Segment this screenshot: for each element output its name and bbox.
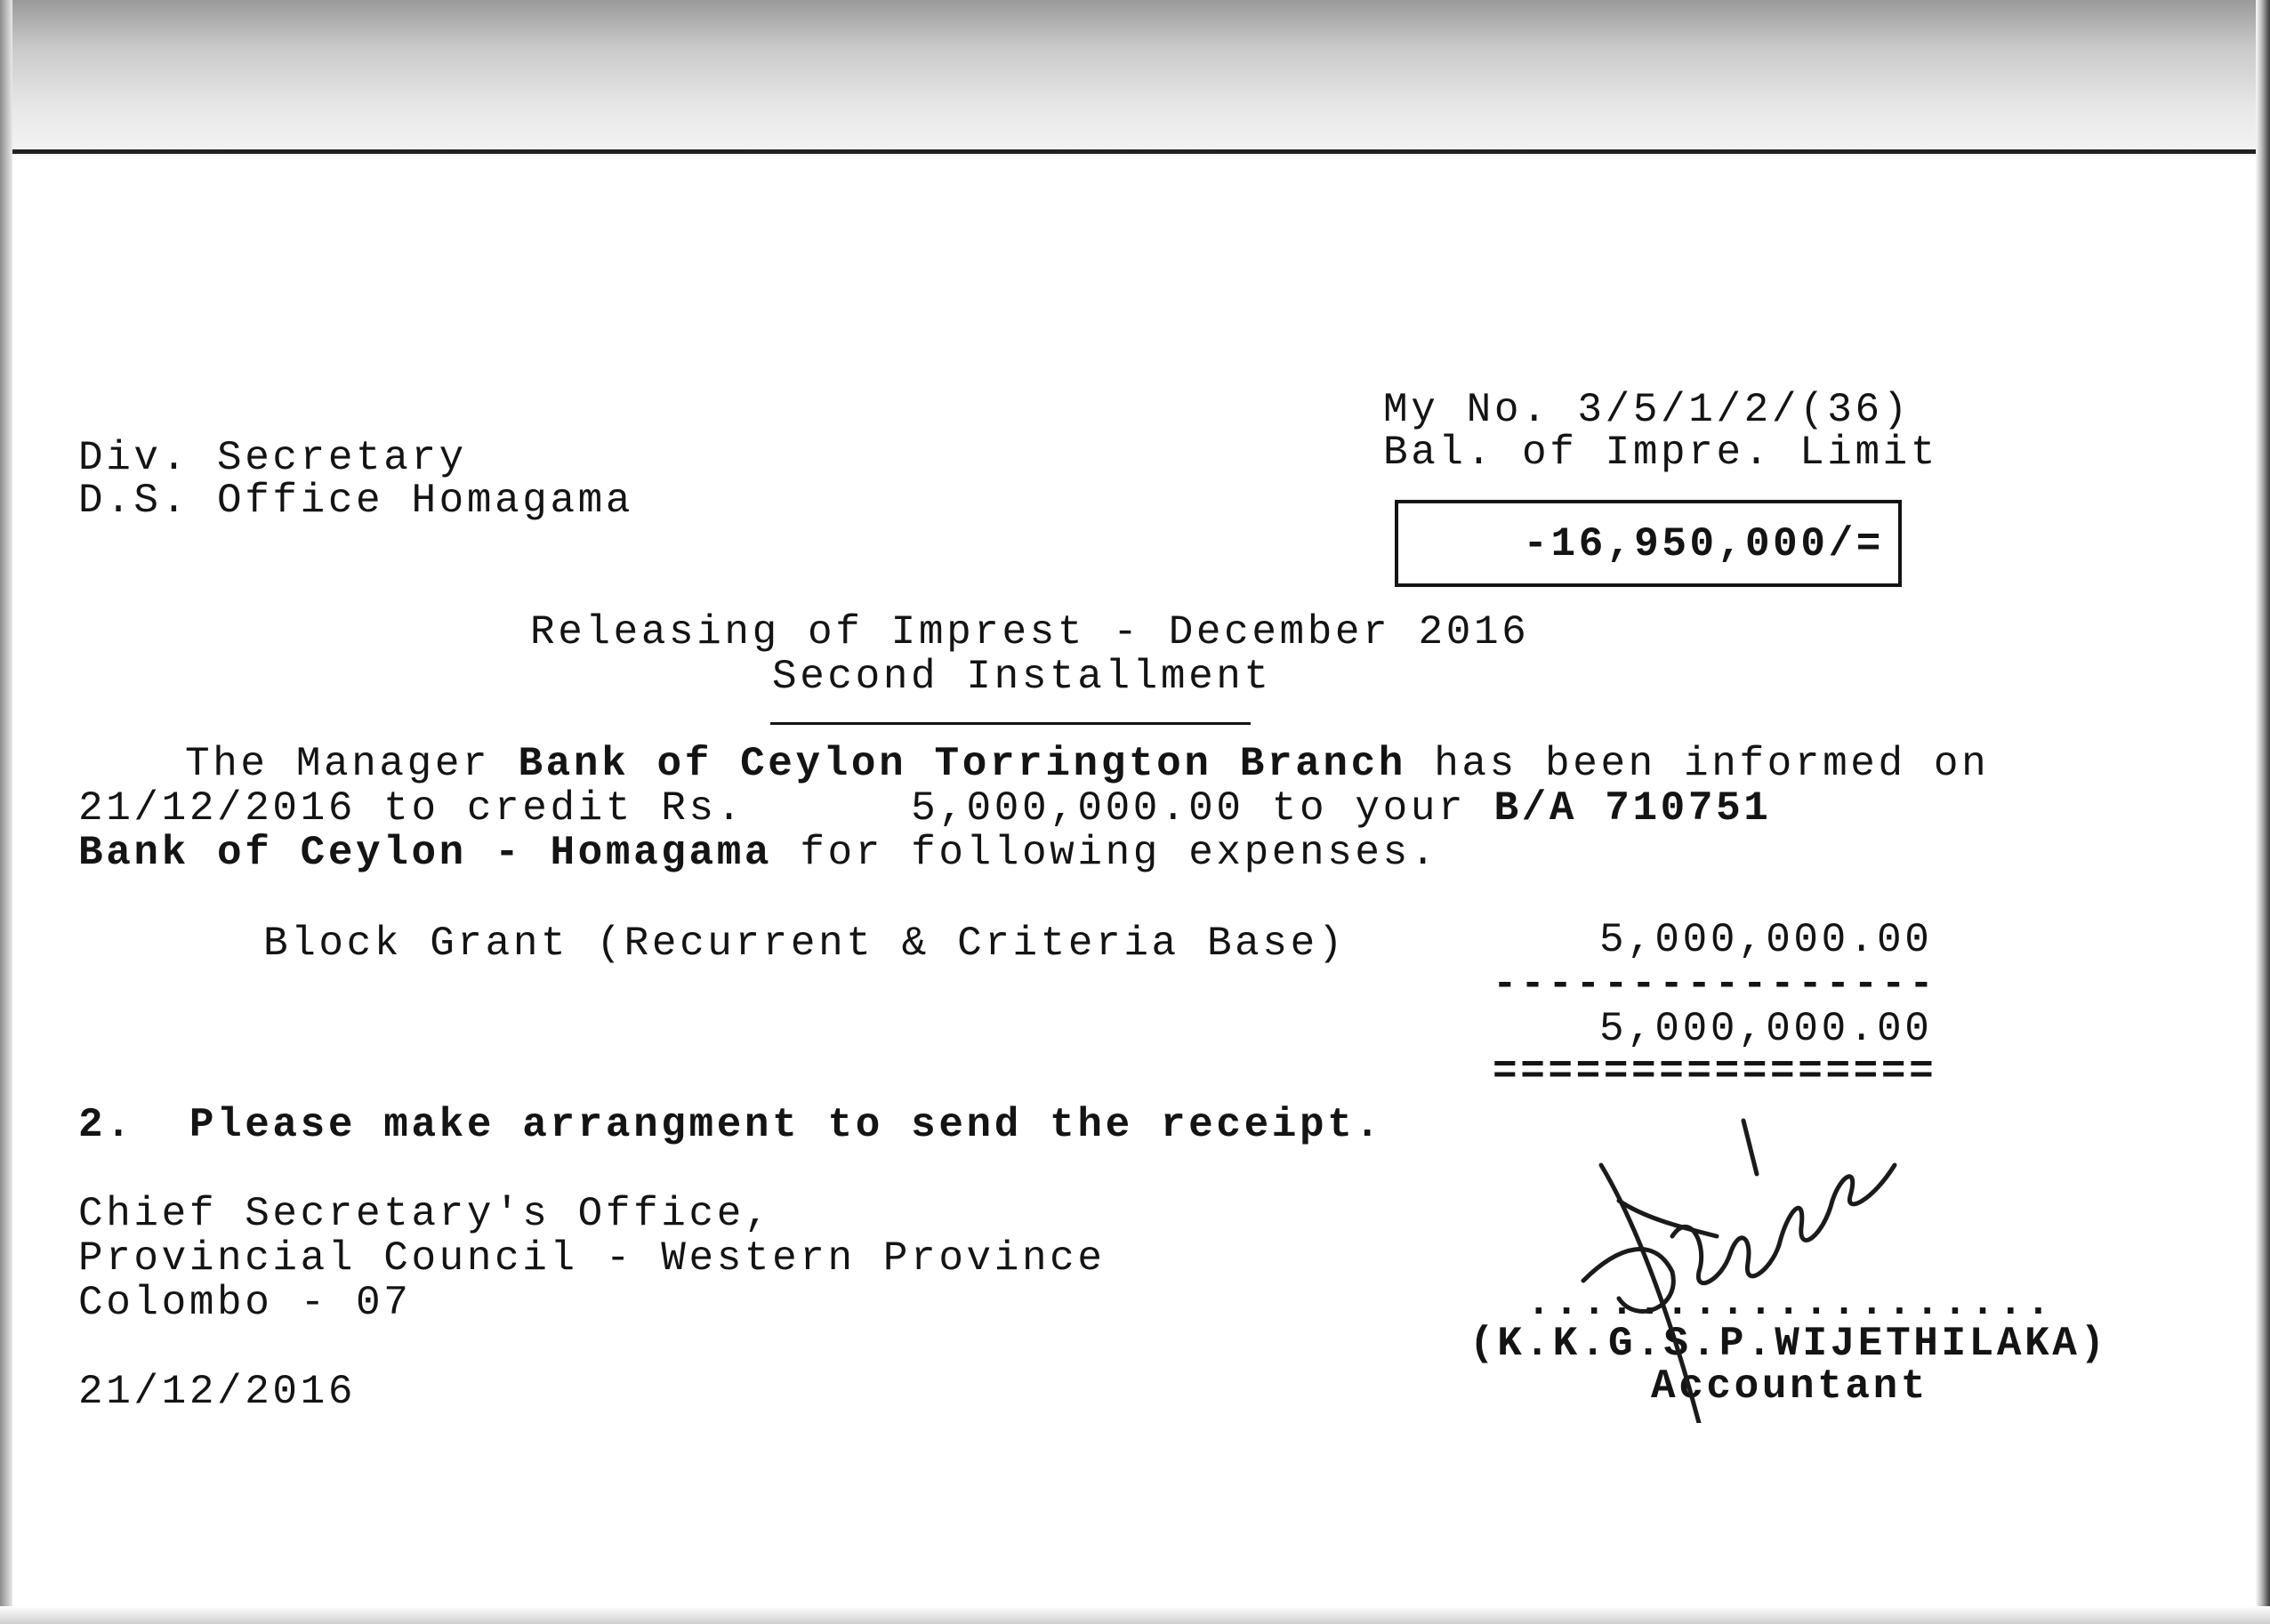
scan-shadow-right (2256, 0, 2270, 1624)
scan-shadow-top (0, 0, 2270, 156)
subject-underline (770, 722, 1251, 725)
body-line-3: Bank of Ceylon - Homagama for following expenses. (78, 830, 1439, 876)
signatory-name: (K.K.G.S.P.WIJETHILAKA) (1469, 1321, 2108, 1367)
balance-box (1395, 500, 1902, 587)
sender-line-3: Colombo - 07 (78, 1280, 412, 1326)
handwritten-signature (1566, 1103, 1904, 1423)
total-double-rule: ================ (1493, 1049, 1937, 1095)
sender-line-1: Chief Secretary's Office, (78, 1191, 773, 1237)
scan-shadow-bottom (0, 1606, 2270, 1624)
reference-number: My No. 3/5/1/2/(36) (1383, 387, 1911, 433)
body-line-1: The Manager Bank of Ceylon Torrington Branch has been informed on (185, 741, 1990, 787)
body-line-2: 21/12/2016 to credit Rs. 5,000,000.00 to your B/A 710751 (78, 785, 1772, 832)
signatory-title: Accountant (1651, 1363, 1929, 1410)
letter-date: 21/12/2016 (78, 1369, 357, 1415)
signature-dots: ................... (1526, 1280, 2054, 1326)
page-top-edge (0, 149, 2270, 154)
total-value: 5,000,000.00 (1599, 1006, 1933, 1052)
subject-line-2: Second Installment (772, 654, 1272, 700)
subject-line-1: Releasing of Imprest - December 2016 (530, 609, 1530, 655)
sender-line-2: Provincial Council - Western Province (78, 1235, 1106, 1282)
receipt-note: 2. Please make arrangment to send the receipt. (78, 1102, 1383, 1148)
grant-item-label: Block Grant (Recurrent & Criteria Base) (263, 921, 1346, 967)
addressee-line-2: D.S. Office Homagama (78, 478, 634, 524)
grant-item-value: 5,000,000.00 (1599, 917, 1933, 963)
subtotal-rule: ---------------- (1493, 961, 1937, 1008)
balance-label: Bal. of Impre. Limit (1383, 430, 1939, 476)
scan-shadow-left (0, 0, 12, 1624)
addressee-line-1: Div. Secretary (78, 435, 467, 481)
balance-value: -16,950,000/= (1523, 521, 1884, 567)
